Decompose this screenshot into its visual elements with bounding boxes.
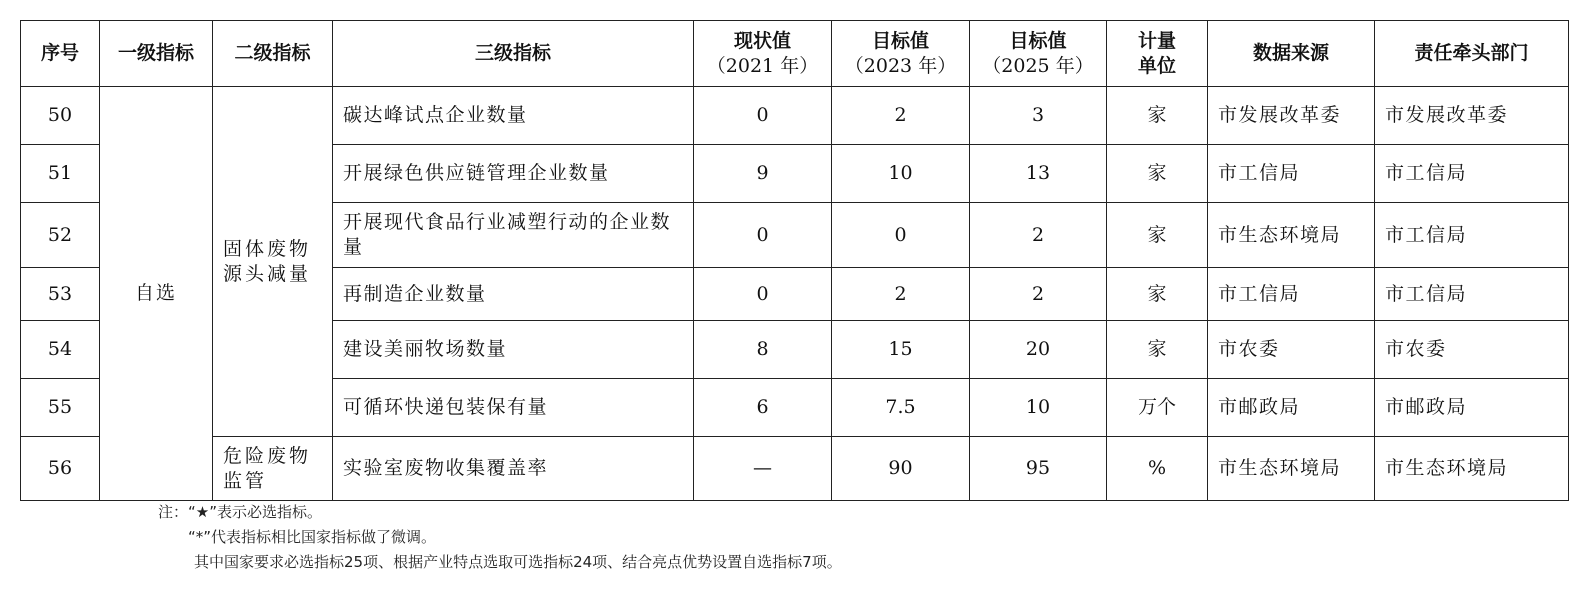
- row-target-2023: 90: [832, 437, 970, 501]
- row-dept: 市生态环境局: [1375, 437, 1569, 501]
- row-dept: 市农委: [1375, 321, 1569, 379]
- row-seq: 54: [21, 321, 100, 379]
- row-source: 市工信局: [1208, 145, 1375, 203]
- row-unit: 家: [1107, 321, 1208, 379]
- row-indicator: 开展绿色供应链管理企业数量: [333, 145, 694, 203]
- row-seq: 51: [21, 145, 100, 203]
- level1-cell: 自选: [100, 87, 213, 501]
- row-unit: 家: [1107, 87, 1208, 145]
- header-level2: 二级指标: [213, 21, 333, 87]
- row-dept: 市工信局: [1375, 203, 1569, 268]
- row-unit: 家: [1107, 268, 1208, 321]
- row-seq: 53: [21, 268, 100, 321]
- header-target-2025-year: （2025 年）: [982, 54, 1094, 77]
- row-source: 市生态环境局: [1208, 437, 1375, 501]
- row-source: 市农委: [1208, 321, 1375, 379]
- row-target-2023: 0: [832, 203, 970, 268]
- row-target-2025: 95: [970, 437, 1107, 501]
- row-target-2023: 15: [832, 321, 970, 379]
- header-target-2023-year: （2023 年）: [844, 54, 957, 77]
- row-seq: 52: [21, 203, 100, 268]
- row-indicator: 实验室废物收集覆盖率: [333, 437, 694, 501]
- row-current: 0: [694, 268, 832, 321]
- row-target-2025: 13: [970, 145, 1107, 203]
- header-source: 数据来源: [1208, 21, 1375, 87]
- row-target-2025: 10: [970, 379, 1107, 437]
- row-current: 0: [694, 87, 832, 145]
- row-current: 6: [694, 379, 832, 437]
- row-target-2025: 3: [970, 87, 1107, 145]
- header-target-2025-title: 目标值: [1009, 29, 1067, 52]
- row-current: 0: [694, 203, 832, 268]
- row-source: 市生态环境局: [1208, 203, 1375, 268]
- table-notes: [158, 500, 842, 575]
- header-row: [21, 21, 1569, 87]
- row-indicator: 碳达峰试点企业数量: [333, 87, 694, 145]
- note-summary: 其中国家要求必选指标25项、根据产业特点选取可选指标24项、结合亮点优势设置自选指标7项。: [194, 553, 842, 571]
- header-current-title: 现状值: [733, 29, 791, 52]
- row-target-2025: 20: [970, 321, 1107, 379]
- indicator-table: [20, 20, 1569, 501]
- header-unit-line2: 单位: [1137, 54, 1176, 77]
- row-target-2023: 7.5: [832, 379, 970, 437]
- row-dept: 市工信局: [1375, 268, 1569, 321]
- header-target-2023: [832, 21, 970, 87]
- row-target-2023: 10: [832, 145, 970, 203]
- note-required-symbol: 注：“★”表示必选指标。: [158, 503, 322, 521]
- header-dept: 责任牵头部门: [1375, 21, 1569, 87]
- row-unit: 家: [1107, 145, 1208, 203]
- row-dept: 市发展改革委: [1375, 87, 1569, 145]
- level2-cell-source-reduction: 固体废物源头减量: [213, 87, 333, 437]
- row-target-2023: 2: [832, 268, 970, 321]
- row-indicator: 再制造企业数量: [333, 268, 694, 321]
- row-dept: 市邮政局: [1375, 379, 1569, 437]
- row-current: 8: [694, 321, 832, 379]
- row-indicator: 建设美丽牧场数量: [333, 321, 694, 379]
- row-unit: 万个: [1107, 379, 1208, 437]
- table-row: [21, 87, 1569, 145]
- row-seq: 50: [21, 87, 100, 145]
- row-source: 市邮政局: [1208, 379, 1375, 437]
- header-seq: 序号: [21, 21, 100, 87]
- row-current: —: [694, 437, 832, 501]
- row-source: 市工信局: [1208, 268, 1375, 321]
- row-target-2025: 2: [970, 268, 1107, 321]
- header-target-2025: [970, 21, 1107, 87]
- header-level1: 一级指标: [100, 21, 213, 87]
- row-target-2023: 2: [832, 87, 970, 145]
- row-current: 9: [694, 145, 832, 203]
- row-indicator: 可循环快递包装保有量: [333, 379, 694, 437]
- header-unit: [1107, 21, 1208, 87]
- table-row: [21, 437, 1569, 501]
- header-current: [694, 21, 832, 87]
- header-unit-line1: 计量: [1137, 29, 1176, 52]
- row-target-2025: 2: [970, 203, 1107, 268]
- row-unit: 家: [1107, 203, 1208, 268]
- header-current-year: （2021 年）: [706, 54, 819, 77]
- row-dept: 市工信局: [1375, 145, 1569, 203]
- note-adjusted-symbol: “*”代表指标相比国家指标做了微调。: [188, 528, 437, 546]
- header-target-2023-title: 目标值: [871, 29, 929, 52]
- row-unit: %: [1107, 437, 1208, 501]
- level2-cell-hazardous-waste: 危险废物监管: [213, 437, 333, 501]
- header-level3: 三级指标: [333, 21, 694, 87]
- row-indicator: 开展现代食品行业减塑行动的企业数量: [333, 203, 694, 268]
- row-source: 市发展改革委: [1208, 87, 1375, 145]
- row-seq: 55: [21, 379, 100, 437]
- row-seq: 56: [21, 437, 100, 501]
